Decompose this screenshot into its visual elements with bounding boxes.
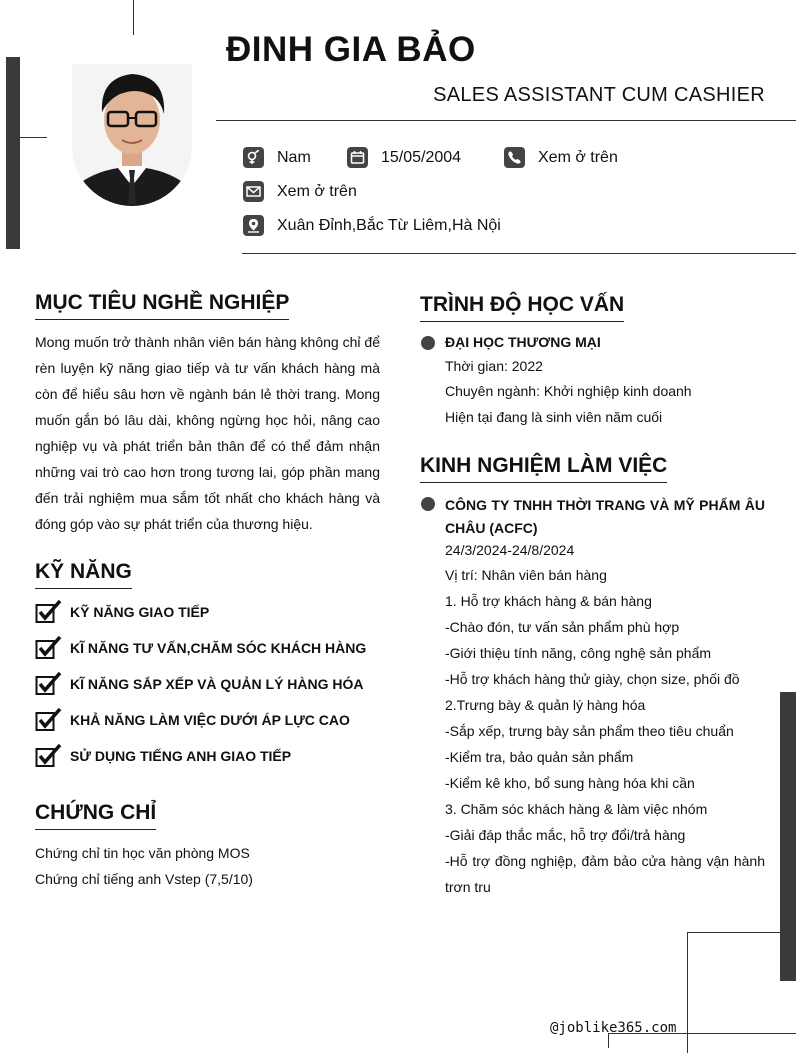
certificates-title: CHỨNG CHỈ xyxy=(35,801,156,830)
skill-label: SỬ DỤNG TIẾNG ANH GIAO TIẾP xyxy=(70,748,292,764)
skill-label: KĨ NĂNG TƯ VẤN,CHĂM SÓC KHÁCH HÀNG xyxy=(70,640,367,656)
skill-item xyxy=(35,738,366,774)
experience-company: CÔNG TY TNHH THỜI TRANG VÀ MỸ PHẨM ÂU CHÂU (ACFC) xyxy=(445,497,765,536)
candidate-name: ĐINH GIA BẢO xyxy=(226,30,476,69)
skill-label: KĨ NĂNG SẮP XẾP VÀ QUẢN LÝ HÀNG HÓA xyxy=(70,676,364,692)
email-value: Xem ở trên xyxy=(277,182,357,200)
education-title: TRÌNH ĐỘ HỌC VẤN xyxy=(420,293,624,322)
skill-item xyxy=(35,630,366,666)
skills-title: KỸ NĂNG xyxy=(35,560,132,589)
left-horizontal-line xyxy=(20,137,47,138)
top-vertical-line xyxy=(133,0,134,35)
experience-period: 24/3/2024-24/8/2024 xyxy=(445,542,575,558)
education-status: Hiện tại đang là sinh viên năm cuối xyxy=(445,409,663,425)
skill-label: KỸ NĂNG GIAO TIẾP xyxy=(70,604,210,620)
objective-title: MỤC TIÊU NGHỀ NGHIỆP xyxy=(35,291,289,320)
location-icon xyxy=(243,215,264,236)
phone-icon xyxy=(504,147,525,168)
experience-line: -Chào đón, tư vấn sản phẩm phù hợp xyxy=(445,619,680,635)
objective-text: Mong muốn trở thành nhân viên bán hàng không chỉ để rèn luyện kỹ năng giao tiếp và tư vấn khách hàng mà còn để hiểu sâu hơn về ngành bán lẻ thời trang. Mong muốn gắn bó lâu dài, không ngừng học hỏi, nâng cao nghiệp vụ và phát triển bản thân để có thể đảm nhận những vai trò cao hơn trong tương lai, góp phần mang đến trải nghiệm mua sắm tốt nhất cho khách hàng và đóng góp vào sự phát triển của thương hiệu. xyxy=(35,334,380,532)
experience-bullet xyxy=(421,497,435,511)
skill-item xyxy=(35,666,366,702)
checkbox-checked-icon xyxy=(35,672,62,696)
email-icon xyxy=(243,181,264,202)
education-bullet xyxy=(421,336,435,350)
skill-item xyxy=(35,594,366,630)
certificate-item: Chứng chỉ tin học văn phòng MOS xyxy=(35,845,250,861)
checkbox-checked-icon xyxy=(35,636,62,660)
experience-line: -Giải đáp thắc mắc, hỗ trợ đổi/trả hàng xyxy=(445,827,686,843)
contact-address xyxy=(243,215,501,236)
experience-line: -Hỗ trợ khách hàng thử giày, chọn size, phối đồ xyxy=(445,671,740,687)
contact-gender xyxy=(243,147,311,168)
checkbox-checked-icon xyxy=(35,708,62,732)
experience-line: 1. Hỗ trợ khách hàng & bán hàng xyxy=(445,593,652,609)
checkbox-checked-icon xyxy=(35,600,62,624)
contact-phone xyxy=(504,147,618,168)
bottom-right-box xyxy=(687,932,781,1053)
education-school: ĐẠI HỌC THƯƠNG MẠI xyxy=(445,334,601,350)
experience-details xyxy=(445,562,765,900)
skills-list xyxy=(35,594,366,774)
birthday-value: 15/05/2004 xyxy=(381,148,462,166)
contact-birthday xyxy=(347,147,461,168)
skill-item xyxy=(35,702,366,738)
experience-line: -Giới thiệu tính năng, công nghệ sản phẩm xyxy=(445,645,712,661)
profile-photo xyxy=(72,64,192,206)
checkbox-checked-icon xyxy=(35,744,62,768)
right-dark-bar xyxy=(780,692,796,981)
phone-value: Xem ở trên xyxy=(538,148,618,166)
experience-line: -Kiểm kê kho, bổ sung hàng hóa khi cần xyxy=(445,775,695,791)
certificate-item: Chứng chỉ tiếng anh Vstep (7,5/10) xyxy=(35,871,253,887)
skill-label: KHẢ NĂNG LÀM VIỆC DƯỚI ÁP LỰC CAO xyxy=(70,712,350,728)
experience-line: -Sắp xếp, trưng bày sản phẩm theo tiêu chuẩn xyxy=(445,723,734,739)
education-time: Thời gian: 2022 xyxy=(445,358,543,374)
header-divider xyxy=(216,120,796,121)
education-major: Chuyên ngành: Khởi nghiệp kinh doanh xyxy=(445,383,692,399)
calendar-icon xyxy=(347,147,368,168)
contact-divider xyxy=(242,253,796,254)
left-dark-bar xyxy=(6,57,20,249)
experience-title: KINH NGHIỆM LÀM VIỆC xyxy=(420,454,667,483)
gender-icon xyxy=(243,147,264,168)
address-value: Xuân Đỉnh,Bắc Từ Liêm,Hà Nội xyxy=(277,216,501,234)
experience-line: 3. Chăm sóc khách hàng & làm việc nhóm xyxy=(445,801,708,817)
watermark-text: @joblike365.com xyxy=(550,1020,677,1036)
experience-line: Vị trí: Nhân viên bán hàng xyxy=(445,567,607,583)
experience-line: 2.Trưng bày & quản lý hàng hóa xyxy=(445,697,646,713)
experience-line: -Kiểm tra, bảo quản sản phẩm xyxy=(445,749,634,765)
experience-line: -Hỗ trợ đồng nghiệp, đảm bảo cửa hàng vận hành trơn tru xyxy=(445,853,765,895)
gender-value: Nam xyxy=(277,148,311,166)
contact-email xyxy=(243,181,357,202)
job-title: SALES ASSISTANT CUM CASHIER xyxy=(433,84,765,106)
